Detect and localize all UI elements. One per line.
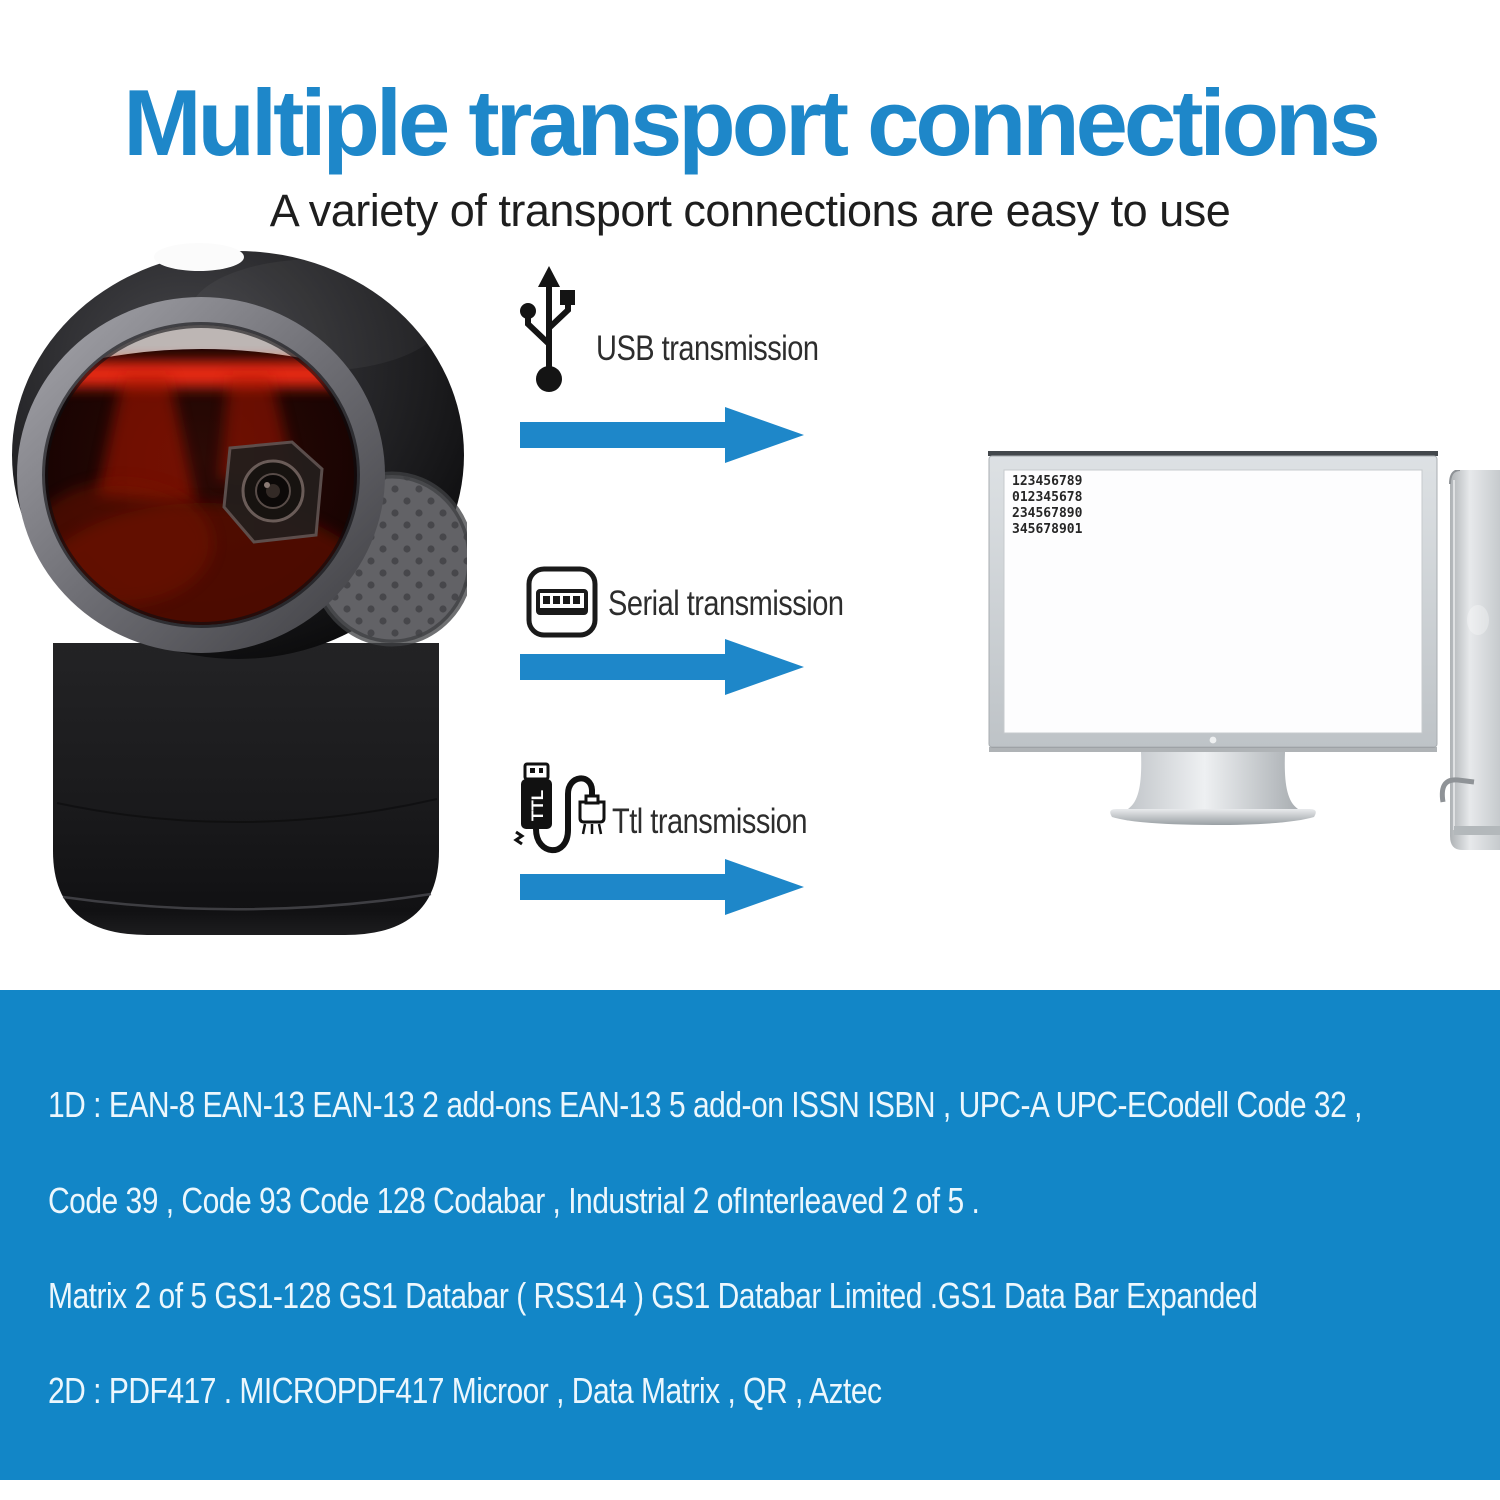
page-subtitle: A variety of transport connections are easy to use	[269, 185, 1231, 236]
scanned-number: 234567890	[1012, 506, 1083, 521]
scanned-data-output	[1012, 474, 1082, 538]
scanned-number: 012345678	[1012, 490, 1083, 505]
scanner-base	[53, 643, 439, 935]
desktop-tower-graphic	[1438, 470, 1500, 850]
monitor-graphic	[988, 448, 1438, 828]
scanner-top-button	[154, 243, 244, 271]
spec-line-2d: 2D : PDF417 . MICROPDF417 Microor , Data Matrix , QR , Aztec	[48, 1372, 882, 1412]
arrow-right-icon	[520, 858, 805, 916]
usb-icon	[518, 266, 580, 392]
spec-line-codes: Code 39 , Code 93 Code 128 Codabar , Industrial 2 ofInterleaved 2 of 5 .	[48, 1182, 980, 1222]
arrow-right-icon	[520, 638, 805, 696]
ttl-transmission-label: Ttl transmission	[612, 803, 808, 842]
page-title: Multiple transport connections	[123, 69, 1377, 175]
barcode-spec-panel	[0, 990, 1500, 1480]
ttl-cable-icon	[512, 762, 612, 866]
scanned-number: 345678901	[1012, 522, 1083, 537]
serial-transmission-label: Serial transmission	[608, 585, 844, 624]
svg-text:TTL: TTL	[528, 789, 547, 821]
spec-line-1d: 1D : EAN-8 EAN-13 EAN-13 2 add-ons EAN-13 5 add-on ISSN ISBN , UPC-A UPC-ECodell Code 32 ,	[48, 1086, 1362, 1126]
barcode-scanner-photo	[5, 243, 467, 939]
arrow-right-icon	[520, 406, 805, 464]
spec-line-matrix: Matrix 2 of 5 GS1-128 GS1 Databar ( RSS14 ) GS1 Databar Limited .GS1 Data Bar Expanded	[48, 1277, 1258, 1317]
scanned-number: 123456789	[1012, 474, 1083, 489]
usb-transmission-label: USB transmission	[596, 330, 819, 369]
serial-port-icon	[526, 566, 598, 638]
